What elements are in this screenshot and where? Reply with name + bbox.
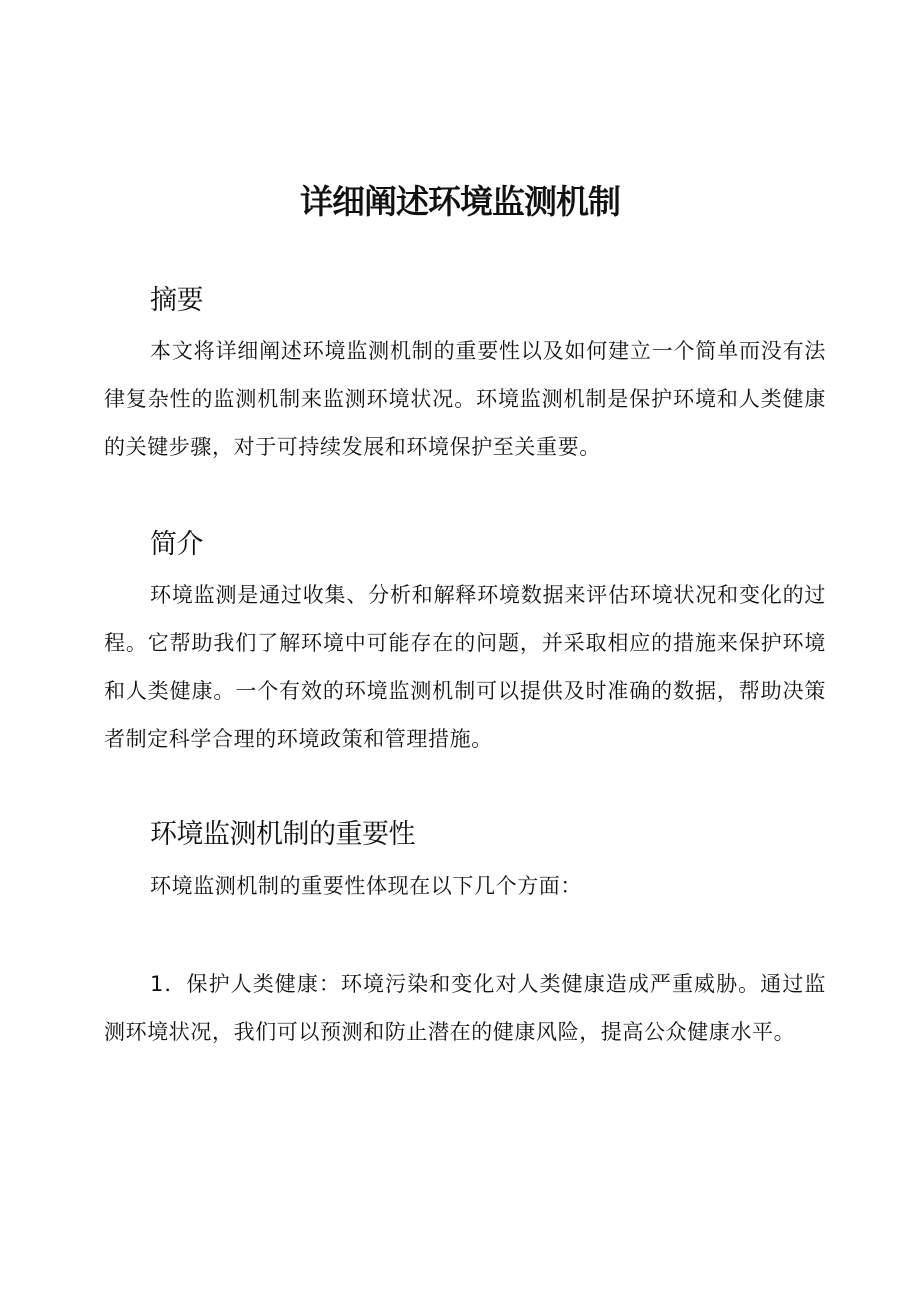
introduction-paragraph: 环境监测是通过收集、分析和解释环境数据来评估环境状况和变化的过程。它帮助我们了解环境中可能存在的问题，并采取相应的措施来保护环境和人类健康。一个有效的环境监测机制可以提供及时准确的数据，帮助决策者制定科学合理的环境政策和管理措施。 [104, 583, 826, 751]
abstract-paragraph: 本文将详细阐述环境监测机制的重要性以及如何建立一个简单而没有法律复杂性的监测机制来监测环境状况。环境监测机制是保护环境和人类健康的关键步骤，对于可持续发展和环境保护至关重要。 [104, 339, 826, 459]
document-title: 详细阐述环境监测机制 [300, 182, 620, 221]
importance-list-item-1: 1．保护人类健康：环境污染和变化对人类健康造成严重威胁。通过监测环境状况，我们可以预测和防止潜在的健康风险，提高公众健康水平。 [104, 972, 826, 1044]
importance-intro-paragraph: 环境监测机制的重要性体现在以下几个方面： [150, 874, 582, 898]
section-heading-abstract: 摘要 [150, 285, 203, 316]
section-heading-importance: 环境监测机制的重要性 [150, 819, 415, 850]
section-heading-introduction: 简介 [150, 529, 203, 560]
